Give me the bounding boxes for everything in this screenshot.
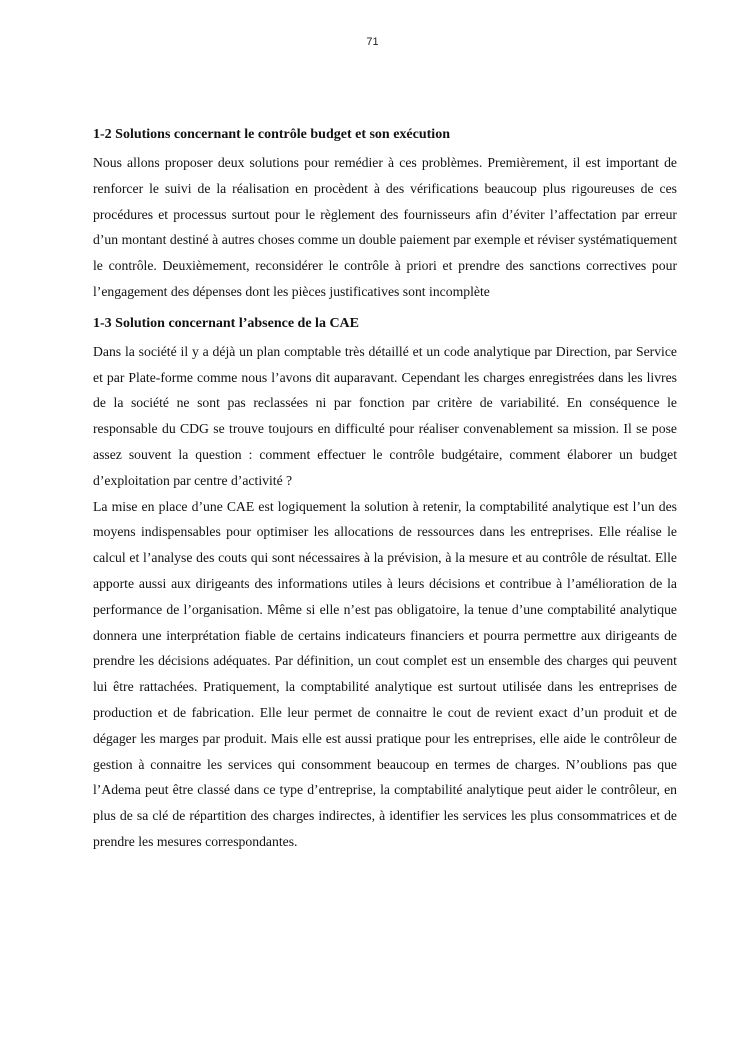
section-1-2-paragraph: Nous allons proposer deux solutions pour remédier à ces problèmes. Premièrement, il est important de renforcer le suivi de la réalisation en procèdent à des vérifications beaucoup plus rigoureuses de ces procédures et processus surtout pour le règlement des fournisseurs afin d’éviter l’affectation par erreur d’un montant destiné à autres choses comme un double paiement par exemple et réviser systématiquement le contrôle. Deuxièmement, reconsidérer le contrôle à priori et prendre des sanctions correctives pour l’engagement des dépenses dont les pièces justificatives sont incomplète [93,155,677,299]
section-1-3-paragraph-1: Dans la société il y a déjà un plan comptable très détaillé et un code analytique par Direction, par Service et par Plate-forme comme nous l’avons dit auparavant. Cependant les charges enregistrées dans les livres de la société ne sont pas reclassées ni par fonction par critère de variabilité. En conséquence le responsable du CDG se trouve toujours en difficulté pour réaliser convenablement sa mission. Il se pose assez souvent la question : comment effectuer le contrôle budgétaire, comment élaborer un budget d’exploitation par centre d’activité ? [93,343,677,488]
document-body [93,126,677,855]
section-heading-1-2: 1-2 Solutions concernant le contrôle budget et son exécution [93,127,450,142]
section-heading-1-3: 1-3 Solution concernant l’absence de la CAE [93,315,359,331]
section-1-3-paragraph-2: La mise en place d’une CAE est logiquement la solution à retenir, la comptabilité analytique est l’un des moyens indispensables pour optimiser les allocations de ressources dans les entreprises. Elle réalise le calcul et l’analyse des couts qui sont nécessaires à la prévision, à la mesure et au contrôle de résultat. Elle apporte aussi aux dirigeants des informations utiles à leurs décisions et contribue à l’amélioration de la performance de l’organisation. Même si elle n’est pas obligatoire, la tenue d’une comptabilité analytique donnera une interprétation fiable de certains indicateurs financiers et pourra permettre aux dirigeants de prendre les décisions adéquates. Par définition, un cout complet est un ensemble des charges qui peuvent lui être rattachées. Pratiquement, la comptabilité analytique est surtout utilisée dans les entreprises de production et de fabrication. Elle leur permet de connaitre le cout de revient exact d’un produit et de dégager les marges par produit. Mais elle est aussi pratique pour les entreprises, elle aide le contrôleur de gestion à connaitre les services qui consomment beaucoup en termes de charges. N’oublions pas que l’Adema peut être classé dans ce type d’entreprise, la comptabilité analytique peut aider le contrôleur, en plus de sa clé de répartition des charges indirectes, à identifier les services les plus consommatrices et de prendre les mesures correspondantes. [93,498,677,849]
page-number: 71 [366,36,379,48]
